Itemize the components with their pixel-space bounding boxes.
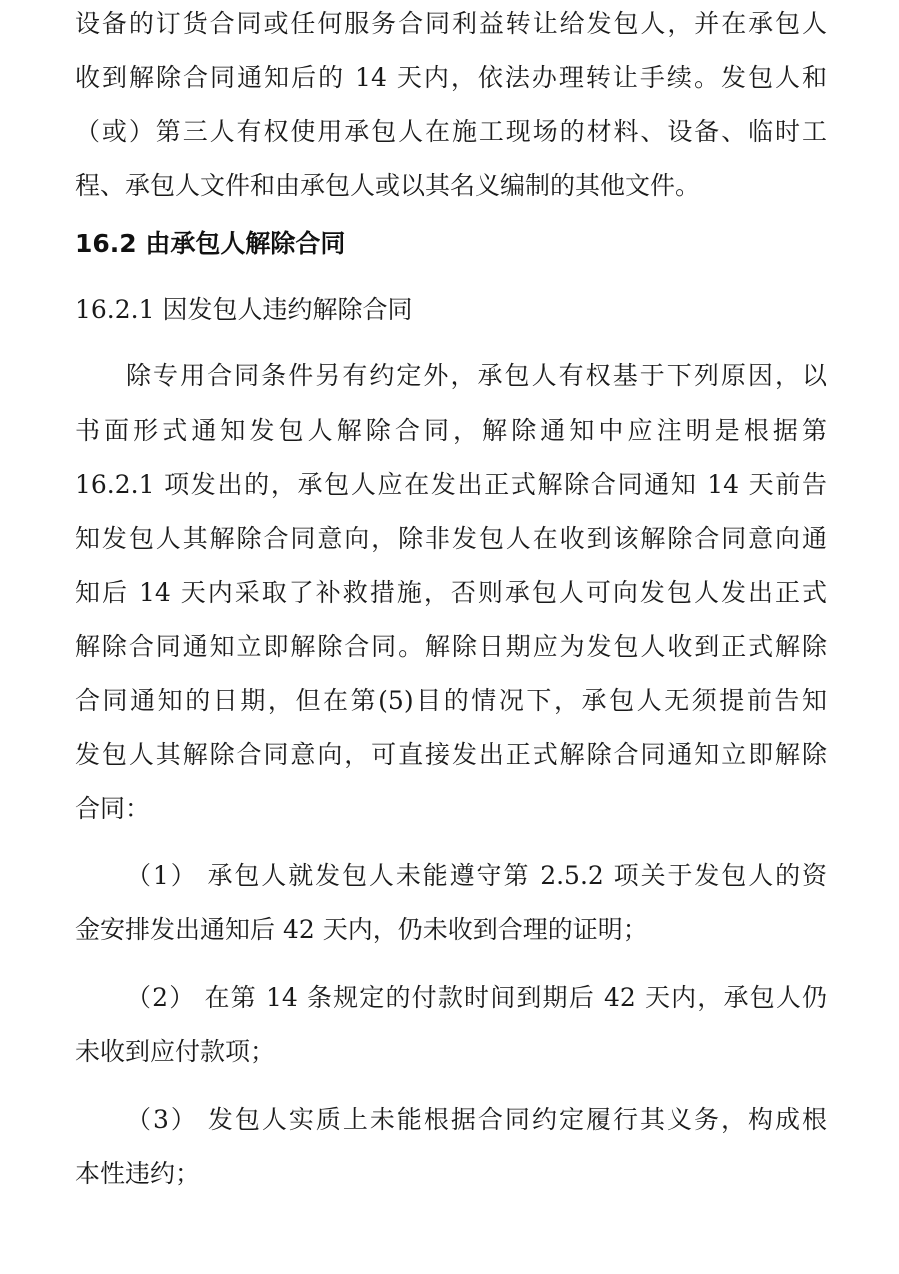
paragraph-line: 发包人其解除合同意向，可直接发出正式解除合同通知立即解除 bbox=[75, 740, 827, 769]
list-item-line: （3） 发包人实质上未能根据合同约定履行其义务，构成根 bbox=[126, 1105, 827, 1134]
paragraph-line: 知后 14 天内采取了补救措施，否则承包人可向发包人发出正式 bbox=[75, 578, 827, 607]
paragraph-line: 合同通知的日期，但在第(5)目的情况下，承包人无须提前告知 bbox=[75, 686, 827, 715]
subsection-heading: 16.2.1 因发包人违约解除合同 bbox=[75, 295, 413, 324]
paragraph-line: 设备的订货合同或任何服务合同利益转让给发包人，并在承包人 bbox=[75, 9, 827, 38]
paragraph-line: 合同： bbox=[75, 794, 151, 823]
list-item-line: （2） 在第 14 条规定的付款时间到期后 42 天内，承包人仍 bbox=[126, 983, 827, 1012]
paragraph-line: 16.2.1 项发出的，承包人应在发出正式解除合同通知 14 天前告 bbox=[75, 470, 827, 499]
section-heading: 16.2 由承包人解除合同 bbox=[75, 229, 346, 258]
paragraph-line: 除专用合同条件另有约定外，承包人有权基于下列原因，以 bbox=[126, 361, 827, 390]
list-item-line: （1） 承包人就发包人未能遵守第 2.5.2 项关于发包人的资 bbox=[126, 861, 827, 890]
list-item-line: 本性违约； bbox=[75, 1159, 201, 1188]
list-item-line: 未收到应付款项； bbox=[75, 1037, 276, 1066]
paragraph-line: （或）第三人有权使用承包人在施工现场的材料、设备、临时工 bbox=[75, 117, 827, 146]
paragraph-line: 知发包人其解除合同意向，除非发包人在收到该解除合同意向通 bbox=[75, 524, 827, 553]
paragraph-line: 程、承包人文件和由承包人或以其名义编制的其他文件。 bbox=[75, 171, 701, 200]
list-item-line: 金安排发出通知后 42 天内，仍未收到合理的证明； bbox=[75, 915, 648, 944]
paragraph-line: 收到解除合同通知后的 14 天内，依法办理转让手续。发包人和 bbox=[75, 63, 827, 92]
paragraph-line: 书面形式通知发包人解除合同，解除通知中应注明是根据第 bbox=[75, 416, 827, 445]
paragraph-line: 解除合同通知立即解除合同。解除日期应为发包人收到正式解除 bbox=[75, 632, 827, 661]
